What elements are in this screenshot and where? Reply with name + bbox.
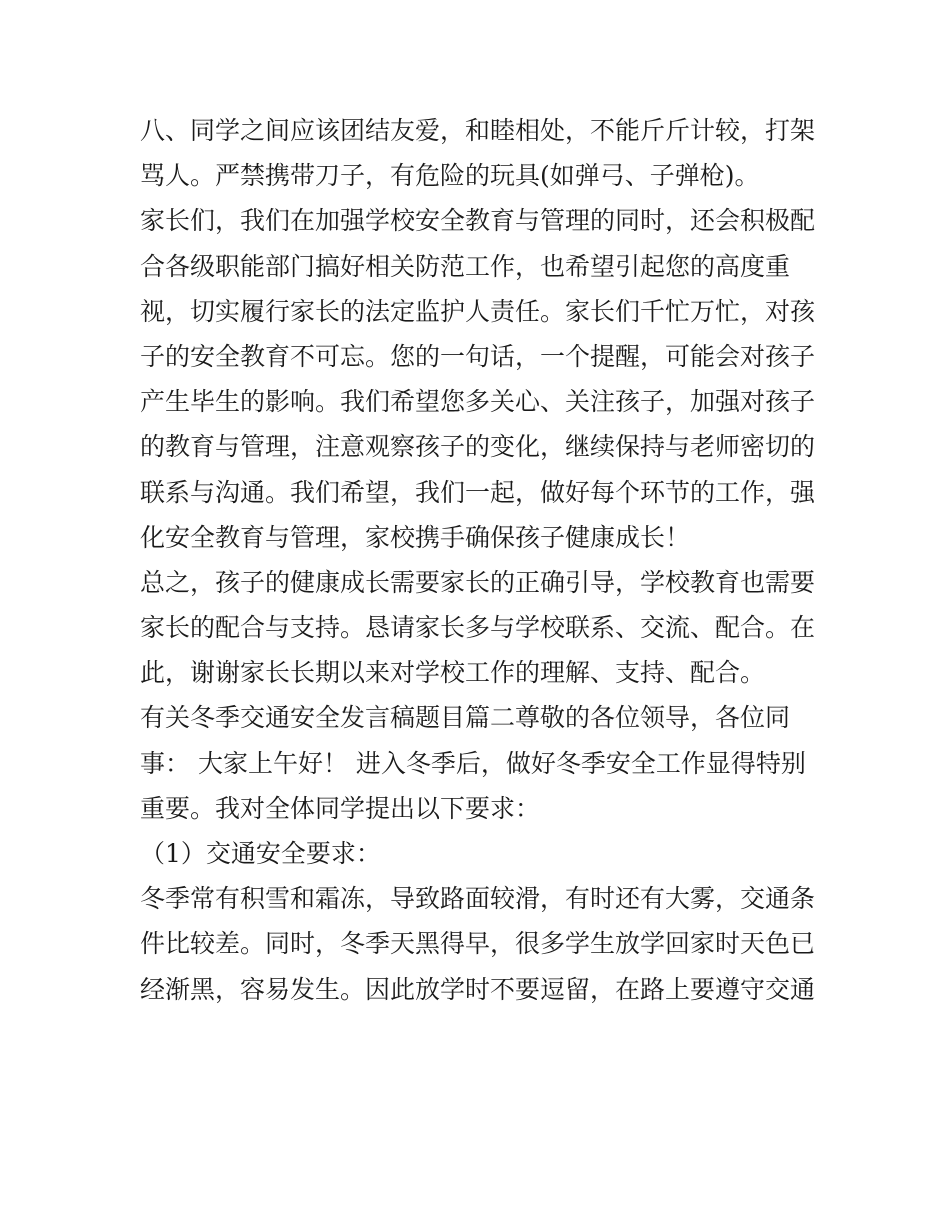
text-line: 冬季常有积雪和霜冻，导致路面较滑，有时还有大雾，交通条 [140,884,816,914]
text-line: 子的安全教育不可忘。您的一句话，一个提醒，可能会对孩子 [140,341,816,371]
text-line: 合各级职能部门搞好相关防范工作，也希望引起您的高度重 [140,251,791,281]
text-line: 重要。我对全体同学提出以下要求： [140,793,541,823]
text-line: 化安全教育与管理，家校携手确保孩子健康成长！ [140,522,691,552]
text-line: 家长们，我们在加强学校安全教育与管理的同时，还会积极配 [140,206,816,236]
text-line: 事： 大家上午好！ 进入冬季后，做好冬季安全工作显得特别 [140,748,806,778]
text-line: 此，谢谢家长长期以来对学校工作的理解、支持、配合。 [140,658,766,688]
body-text [140,108,830,1012]
text-line: 视，切实履行家长的法定监护人责任。家长们千忙万忙，对孩 [140,296,816,326]
text-line: （1）交通安全要求： [140,839,381,868]
text-line: 有关冬季交通安全发言稿题目篇二尊敬的各位领导，各位同 [140,703,791,733]
text-line: 骂人。严禁携带刀子，有危险的玩具(如弹弓、子弹枪)。 [140,161,760,191]
text-line: 的教育与管理，注意观察孩子的变化，继续保持与老师密切的 [140,432,816,462]
text-line: 总之，孩子的健康成长需要家长的正确引导，学校教育也需要 [140,567,816,597]
text-line: 联系与沟通。我们希望，我们一起，做好每个环节的工作，强 [140,477,816,507]
text-line: 经渐黑，容易发生。因此放学时不要逗留，在路上要遵守交通 [140,974,816,1004]
text-line: 家长的配合与支持。恳请家长多与学校联系、交流、配合。在 [140,613,816,643]
text-line: 产生毕生的影响。我们希望您多关心、关注孩子，加强对孩子 [140,387,816,417]
text-line: 八、同学之间应该团结友爱，和睦相处，不能斤斤计较，打架 [140,116,816,145]
text-line: 件比较差。同时，冬季天黑得早，很多学生放学回家时天色已 [140,929,816,959]
